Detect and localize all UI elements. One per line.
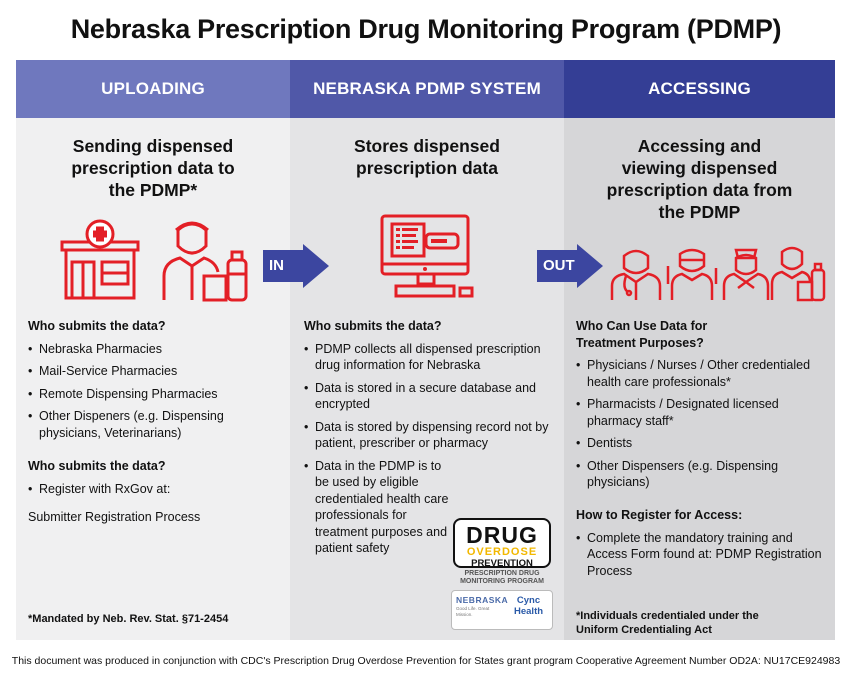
list-item: • Physicians / Nurses / Other credentialed health care professionals* bbox=[576, 357, 828, 390]
register-access-list bbox=[576, 530, 828, 580]
health-text: Health bbox=[514, 606, 544, 617]
section-heading: How to Register for Access: bbox=[576, 508, 743, 522]
accessing-subtitle bbox=[564, 135, 835, 223]
page-title: Nebraska Prescription Drug Monitoring Program (PDMP) bbox=[70, 14, 782, 44]
subtitle-line: prescription data to bbox=[71, 158, 235, 178]
list-item: • Register with RxGov at: bbox=[28, 481, 278, 498]
drug-badge bbox=[453, 518, 551, 568]
nebraska-logo-text: NEBRASKA bbox=[456, 595, 509, 605]
subtitle-line: Stores dispensed bbox=[354, 136, 500, 156]
in-arrow bbox=[263, 244, 329, 288]
subtitle-line: the PDMP bbox=[658, 202, 741, 222]
system-subtitle bbox=[290, 135, 564, 179]
logo-prevention-text: PREVENTION bbox=[471, 558, 533, 569]
computer-database-icon bbox=[378, 212, 478, 302]
list-item: • Data is stored in a secure database and encrypted bbox=[304, 380, 554, 413]
subtitle-line: Accessing and bbox=[637, 136, 762, 156]
uploading-register-section bbox=[28, 458, 278, 525]
accessing-column bbox=[564, 60, 835, 640]
subtitle-line: prescription data from bbox=[606, 180, 793, 200]
list-item: • Other Dispensers (e.g. Dispensing physicians) bbox=[576, 458, 806, 491]
submitter-registration-link[interactable]: Submitter Registration Process bbox=[28, 510, 201, 524]
drug-overdose-prevention-logo bbox=[449, 518, 555, 630]
in-label: IN bbox=[269, 257, 284, 274]
section-heading: Who submits the data? bbox=[28, 459, 166, 473]
uploading-column bbox=[16, 60, 290, 640]
logo-overdose-text: OVERDOSE bbox=[466, 546, 538, 558]
uploading-submitters-section bbox=[28, 318, 278, 447]
subtitle-line: viewing dispensed bbox=[621, 158, 778, 178]
subtitle-line: Sending dispensed bbox=[72, 136, 234, 156]
nebraska-tagline: Good Life. Great Mission. bbox=[456, 606, 490, 617]
out-label: OUT bbox=[543, 257, 575, 274]
list-item: • Pharmacists / Designated licensed pharmacy staff* bbox=[576, 396, 796, 429]
pharmacy-store-icon bbox=[58, 218, 142, 300]
cync-text: Cync bbox=[516, 595, 541, 606]
list-item: • Other Dispeners (e.g. Dispensing physicians, Veterinarians) bbox=[28, 408, 278, 441]
section-heading: Who submits the data? bbox=[304, 319, 442, 333]
out-arrow bbox=[537, 244, 603, 288]
user-list bbox=[576, 357, 828, 491]
logo-pdmp-text bbox=[449, 570, 555, 586]
cync-health-logo bbox=[514, 595, 543, 617]
list-item: • Nebraska Pharmacies bbox=[28, 341, 278, 358]
register-list bbox=[28, 481, 278, 498]
subtitle-line: the PDMP* bbox=[108, 180, 198, 200]
logo-pdmp-line: PRESCRIPTION DRUG bbox=[464, 570, 540, 577]
list-item: • Remote Dispensing Pharmacies bbox=[28, 386, 278, 403]
pharmacist-icon bbox=[158, 216, 250, 302]
list-item: • Dentists bbox=[576, 435, 828, 452]
section-heading: Who Can Use Data for Treatment Purposes? bbox=[576, 319, 708, 350]
logo-pdmp-line: MONITORING PROGRAM bbox=[460, 578, 544, 585]
dentist-icon bbox=[664, 244, 720, 302]
subtitle-line: prescription data bbox=[356, 158, 498, 178]
physician-icon bbox=[608, 244, 664, 302]
partner-logos bbox=[451, 590, 553, 630]
list-item: • Data is stored by dispensing record not by patient, prescriber or pharmacy bbox=[304, 419, 554, 452]
list-item: • Complete the mandatory training and Access Form found at: PDMP Registration Process bbox=[576, 530, 828, 580]
accessing-users-section bbox=[576, 318, 828, 497]
footer-disclaimer: This document was produced in conjunction with CDC's Prescription Drug Overdose Prevention for States grant program Cooperative Agreement Number OD2A: NU17CE924983 bbox=[11, 655, 841, 667]
system-header: NEBRASKA PDMP SYSTEM bbox=[290, 60, 564, 118]
accessing-footnote: *Individuals credentialed under the Uniform Credentialing Act bbox=[576, 610, 759, 636]
list-item: • Data in the PDMP is to be used by eligible credentialed health care professionals for treatment purposes and patient safety bbox=[304, 458, 454, 557]
logo-drug-text: DRUG bbox=[466, 522, 538, 548]
submitter-list bbox=[28, 341, 278, 442]
uploading-footnote: *Mandated by Neb. Rev. Stat. §71-2454 bbox=[28, 613, 229, 625]
uploading-header: UPLOADING bbox=[16, 60, 290, 118]
pharmacist-icon bbox=[770, 242, 826, 302]
accessing-header: ACCESSING bbox=[564, 60, 835, 118]
accessing-register-section bbox=[576, 507, 828, 585]
section-heading: Who submits the data? bbox=[28, 319, 166, 333]
list-item: • PDMP collects all dispensed prescription drug information for Nebraska bbox=[304, 341, 554, 374]
uploading-subtitle bbox=[16, 135, 290, 201]
nurse-icon bbox=[720, 244, 772, 302]
list-item: • Mail-Service Pharmacies bbox=[28, 363, 278, 380]
